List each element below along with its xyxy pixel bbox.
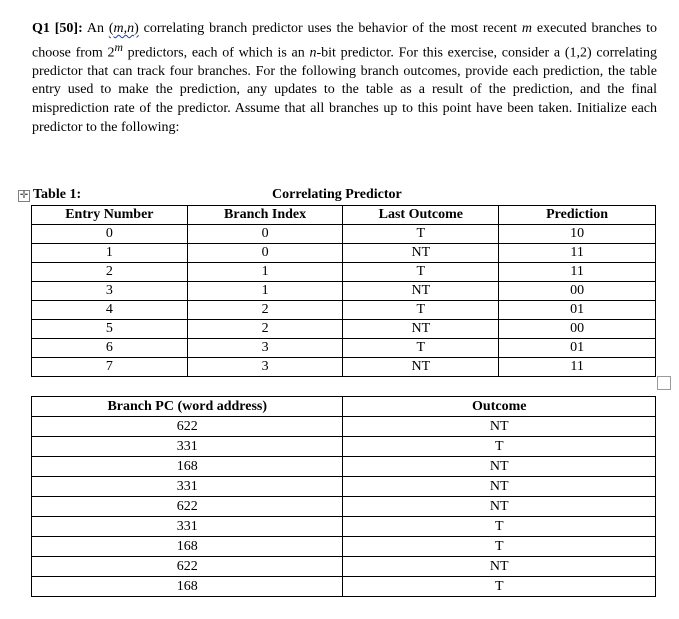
table-row xyxy=(32,244,656,263)
column-header: Entry Number xyxy=(32,206,188,225)
mn-notation: (m,n) xyxy=(108,21,139,36)
table-cell: 01 xyxy=(499,301,656,320)
table-cell: T xyxy=(343,437,656,457)
table-row xyxy=(32,437,656,457)
table-cell: 331 xyxy=(32,477,343,497)
table-cell: 331 xyxy=(32,517,343,537)
table-row xyxy=(32,537,656,557)
table-row xyxy=(32,225,656,244)
column-header: Prediction xyxy=(499,206,656,225)
table-row xyxy=(32,358,656,377)
table-cell: T xyxy=(343,263,499,282)
table-cell: 168 xyxy=(32,577,343,597)
table-cell: 0 xyxy=(187,244,343,263)
table-header-row xyxy=(32,397,656,417)
table-cell: 6 xyxy=(32,339,188,358)
table-cell: T xyxy=(343,517,656,537)
table-cell: 3 xyxy=(32,282,188,301)
table-cell: 00 xyxy=(499,282,656,301)
m-superscript: m xyxy=(114,40,123,54)
move-handle-icon[interactable]: ✛ xyxy=(19,190,29,201)
table-cell: 10 xyxy=(499,225,656,244)
column-header: Last Outcome xyxy=(343,206,499,225)
table-cell: NT xyxy=(343,417,656,437)
table-row xyxy=(32,457,656,477)
table1-caption: Correlating Predictor xyxy=(272,187,402,202)
table-cell: NT xyxy=(343,457,656,477)
table-cell: 5 xyxy=(32,320,188,339)
table-cell: 00 xyxy=(499,320,656,339)
table-cell: T xyxy=(343,225,499,244)
correlating-predictor-table xyxy=(31,205,656,377)
question-paragraph xyxy=(32,20,657,137)
table-cell: 3 xyxy=(187,339,343,358)
table-cell: 1 xyxy=(187,282,343,301)
column-header: Branch PC (word address) xyxy=(32,397,343,417)
table-row xyxy=(32,517,656,537)
table-cell: NT xyxy=(343,477,656,497)
n-variable: n xyxy=(309,45,317,61)
question-text: predictors, each of which is an xyxy=(122,45,310,61)
table-cell: 622 xyxy=(32,417,343,437)
table-cell: 11 xyxy=(499,358,656,377)
table-row xyxy=(32,263,656,282)
table-row xyxy=(32,417,656,437)
table-cell: 2 xyxy=(32,263,188,282)
table-cell: T xyxy=(343,301,499,320)
table-cell: 622 xyxy=(32,557,343,577)
table-cell: 11 xyxy=(499,244,656,263)
table-row xyxy=(32,339,656,358)
table-cell: T xyxy=(343,577,656,597)
table-row xyxy=(32,282,656,301)
table-row xyxy=(32,301,656,320)
table-cell: 7 xyxy=(32,358,188,377)
table-row xyxy=(32,477,656,497)
table-row xyxy=(32,320,656,339)
table-cell: NT xyxy=(343,557,656,577)
table-header-row xyxy=(32,206,656,225)
table-cell: 622 xyxy=(32,497,343,517)
table-cell: 0 xyxy=(187,225,343,244)
table-cell: NT xyxy=(343,358,499,377)
table1-title: Table 1: xyxy=(33,187,82,202)
m-variable: m xyxy=(521,21,533,36)
table-cell: 11 xyxy=(499,263,656,282)
table-cell: 3 xyxy=(187,358,343,377)
question-text: An xyxy=(82,21,109,36)
branch-outcome-table xyxy=(31,396,656,597)
table-row xyxy=(32,497,656,517)
question-text: -bit predictor. For this exercise, consider a (1,2) correlating predictor that can track four branches. For the following branch outcomes, provide each prediction, the table entry used to make the prediction, any updates to the table as a result of the prediction, and the final misprediction rate of the predictor. Assume that all branches up to this point have been taken. Initialize each predictor to the following: xyxy=(32,45,657,135)
table-cell: 2 xyxy=(187,301,343,320)
table-cell: NT xyxy=(343,244,499,263)
table-cell: NT xyxy=(343,497,656,517)
question-text: correlating branch predictor uses the behavior of the most recent xyxy=(138,21,522,36)
resize-handle-icon[interactable] xyxy=(657,376,671,390)
column-header: Outcome xyxy=(343,397,656,417)
table-cell: 4 xyxy=(32,301,188,320)
question-label: Q1 [50]: xyxy=(32,21,83,36)
table-cell: 1 xyxy=(187,263,343,282)
table-cell: NT xyxy=(343,320,499,339)
table-row xyxy=(32,557,656,577)
table-cell: 168 xyxy=(32,537,343,557)
table-cell: 2 xyxy=(187,320,343,339)
table-row xyxy=(32,577,656,597)
table-cell: 01 xyxy=(499,339,656,358)
table-cell: NT xyxy=(343,282,499,301)
question-text: executed branches to choose from 2 xyxy=(32,21,657,61)
table-cell: 168 xyxy=(32,457,343,477)
table-cell: T xyxy=(343,537,656,557)
table-cell: T xyxy=(343,339,499,358)
table-cell: 0 xyxy=(32,225,188,244)
column-header: Branch Index xyxy=(187,206,343,225)
table-cell: 1 xyxy=(32,244,188,263)
table-cell: 331 xyxy=(32,437,343,457)
